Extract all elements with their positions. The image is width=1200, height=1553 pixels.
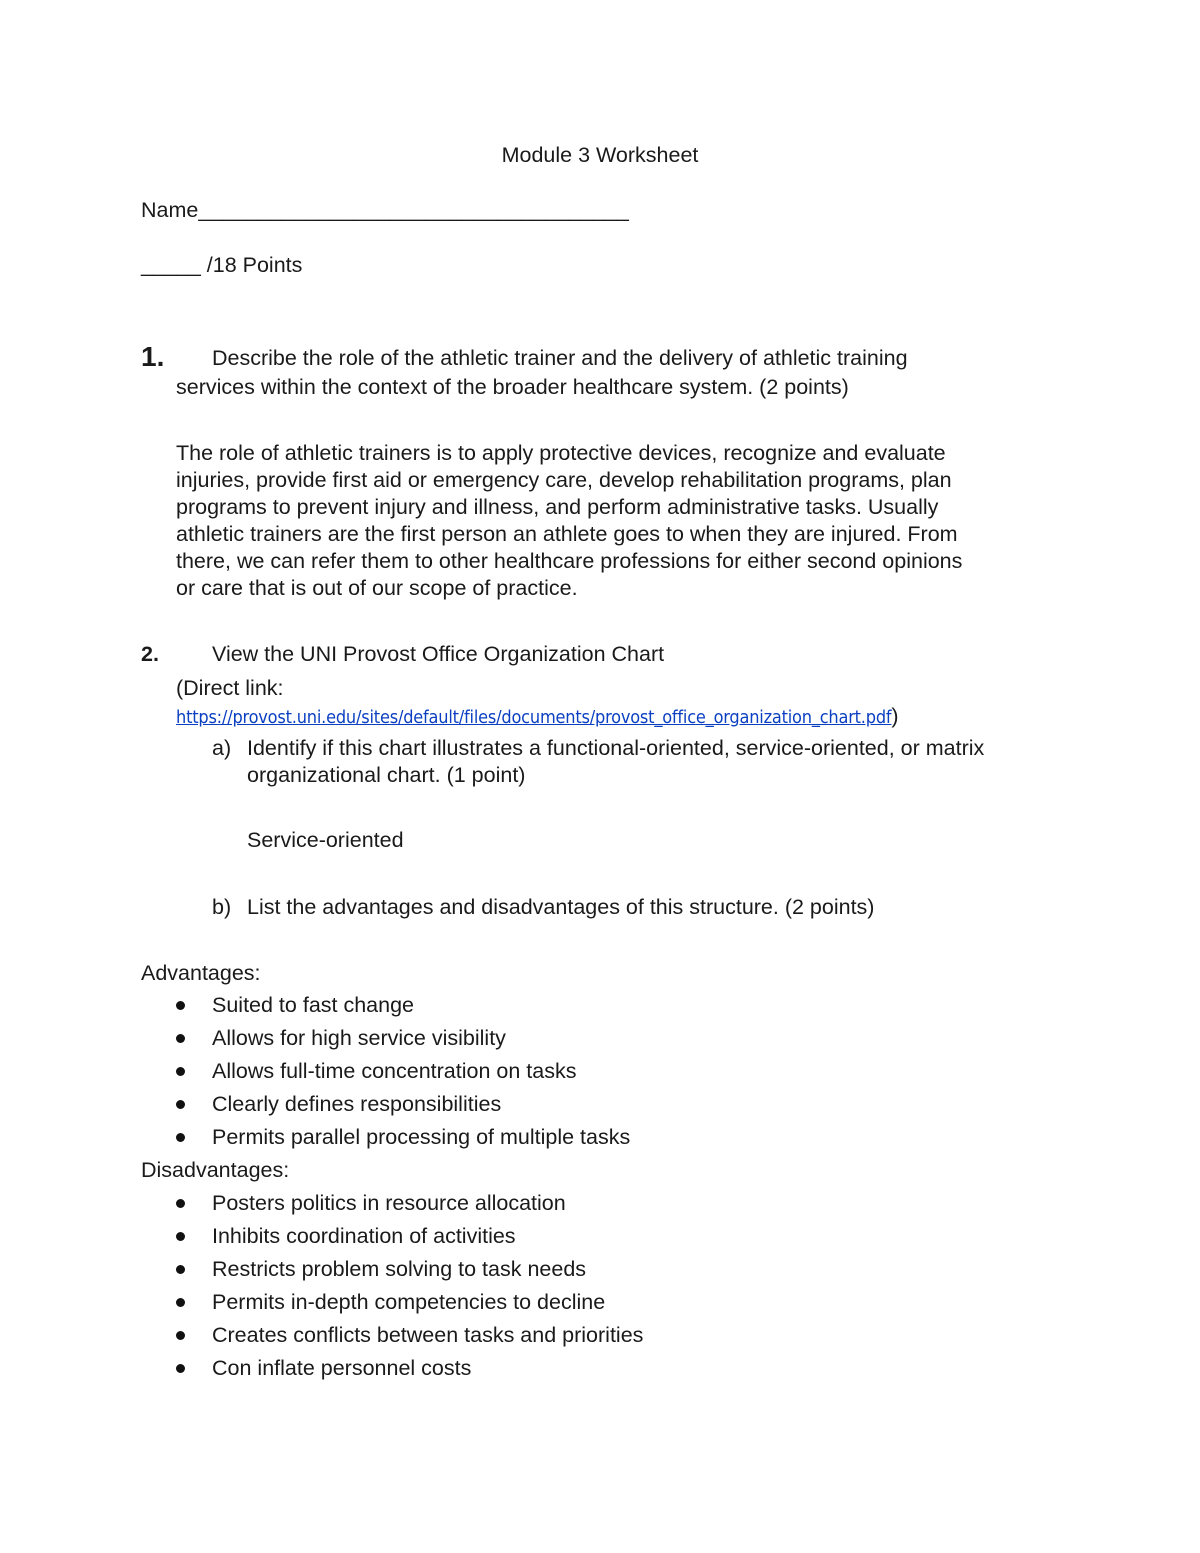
q1-number: 1.	[141, 341, 165, 372]
disadvantages-heading: Disadvantages:	[141, 1158, 290, 1182]
disadvantages-list	[212, 1187, 643, 1385]
name-line: ____________________________________	[198, 198, 629, 222]
page-title: Module 3 Worksheet	[501, 143, 699, 167]
points-text: /18 Points	[200, 253, 303, 277]
list-item: Con inflate personnel costs	[212, 1352, 643, 1385]
bullet-icon	[176, 1265, 185, 1274]
q1-answer-line: there, we can refer them to other healthcare professions for either second opinions	[176, 549, 963, 573]
direct-link-label: (Direct link:	[176, 676, 284, 700]
bullet-icon	[176, 1364, 185, 1373]
q1-answer-line: or care that is out of our scope of practice.	[176, 576, 578, 600]
points-field	[141, 252, 302, 279]
list-item: Allows full-time concentration on tasks	[212, 1055, 630, 1088]
bullet-icon	[176, 1034, 185, 1043]
q1-prompt-line2: services within the context of the broader healthcare system. (2 points)	[176, 375, 849, 399]
q1-answer-line: The role of athletic trainers is to apply protective devices, recognize and evaluate	[176, 441, 946, 465]
points-blank: _____	[141, 253, 201, 277]
list-item: Permits in-depth competencies to decline	[212, 1286, 643, 1319]
list-item: Allows for high service visibility	[212, 1022, 630, 1055]
advantages-list	[212, 989, 630, 1154]
advantages-heading: Advantages:	[141, 961, 261, 985]
bullet-icon	[176, 1067, 185, 1076]
q2a-line1: Identify if this chart illustrates a functional-oriented, service-oriented, or matrix	[247, 736, 985, 760]
q2a-answer: Service-oriented	[247, 828, 404, 852]
provost-chart-link[interactable]: https://provost.uni.edu/sites/default/files/documents/provost_office_organization_chart.pdf	[176, 707, 892, 728]
list-item: Creates conflicts between tasks and priorities	[212, 1319, 643, 1352]
q2b-label: b)	[212, 895, 232, 919]
list-item: Clearly defines responsibilities	[212, 1088, 630, 1121]
name-label: Name	[141, 198, 199, 222]
q2b-text: List the advantages and disadvantages of this structure. (2 points)	[247, 895, 875, 919]
bullet-icon	[176, 1331, 185, 1340]
direct-link-row	[176, 703, 899, 731]
q2-number: 2.	[141, 642, 159, 666]
q1-prompt-line1: Describe the role of the athletic trainer and the delivery of athletic training	[212, 346, 908, 370]
q1-answer-line: athletic trainers are the first person an athlete goes to when they are injured. From	[176, 522, 958, 546]
q2a-label: a)	[212, 736, 232, 760]
bullet-icon	[176, 1133, 185, 1142]
name-field	[141, 197, 629, 224]
bullet-icon	[176, 1001, 185, 1010]
q1-answer	[176, 440, 962, 602]
list-item: Inhibits coordination of activities	[212, 1220, 643, 1253]
bullet-icon	[176, 1199, 185, 1208]
q1-answer-line: injuries, provide first aid or emergency care, develop rehabilitation programs, plan	[176, 468, 952, 492]
bullet-icon	[176, 1232, 185, 1241]
q2-prompt: View the UNI Provost Office Organization Chart	[212, 642, 665, 666]
bullet-icon	[176, 1298, 185, 1307]
q1-answer-line: programs to prevent injury and illness, and perform administrative tasks. Usually	[176, 495, 939, 519]
bullet-icon	[176, 1100, 185, 1109]
q2a-line2: organizational chart. (1 point)	[247, 763, 526, 787]
list-item: Posters politics in resource allocation	[212, 1187, 643, 1220]
link-close-paren: )	[891, 704, 899, 728]
list-item: Restricts problem solving to task needs	[212, 1253, 643, 1286]
list-item: Permits parallel processing of multiple tasks	[212, 1121, 630, 1154]
list-item: Suited to fast change	[212, 989, 630, 1022]
